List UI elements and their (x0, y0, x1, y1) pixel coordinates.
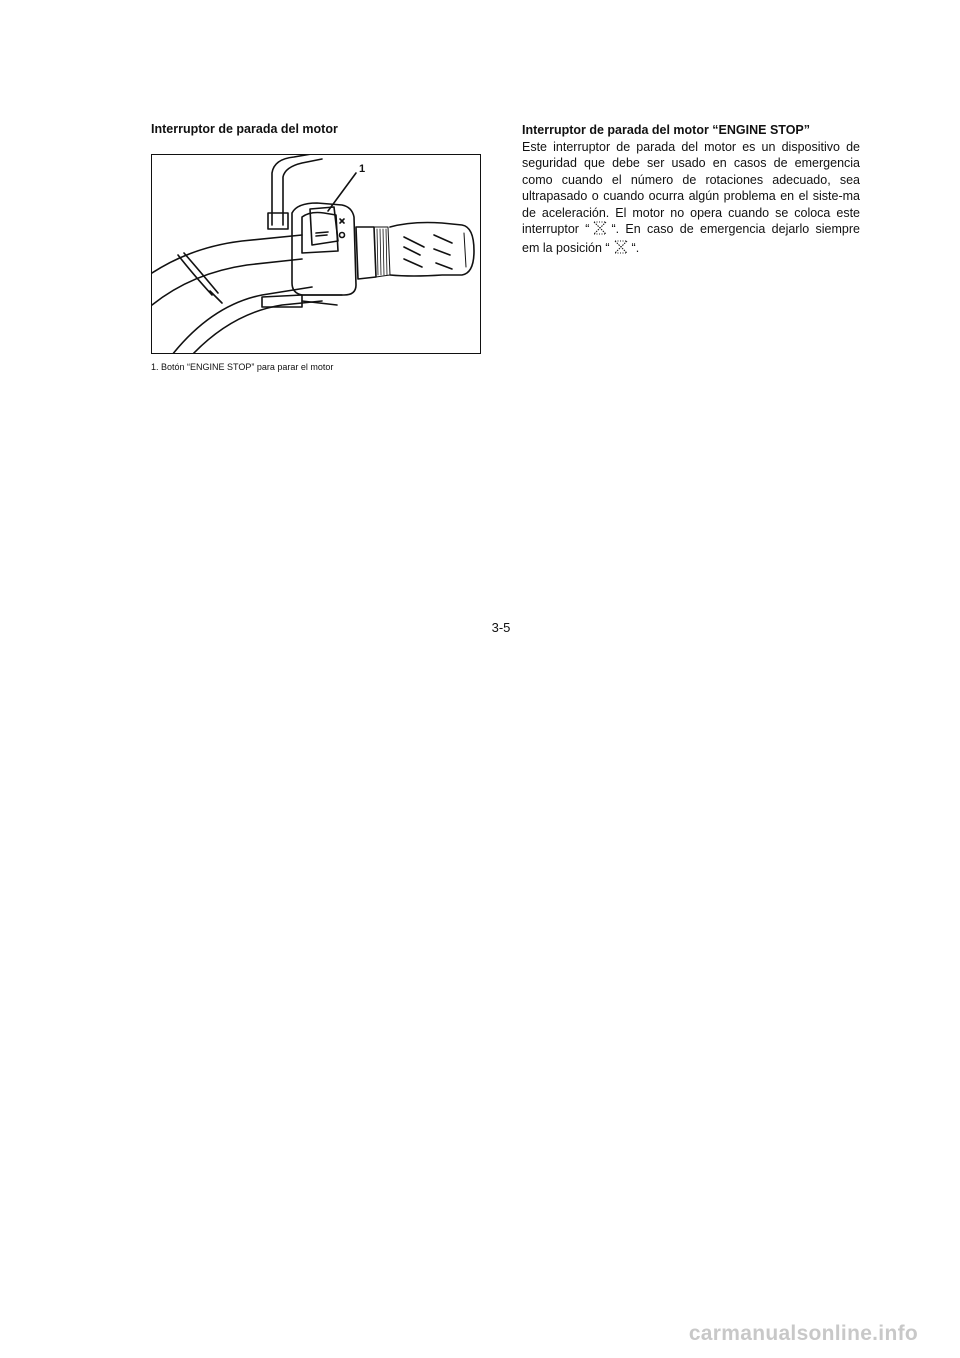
section-heading: Interruptor de parada del motor “ENGINE STOP” (522, 123, 811, 137)
instruction-section (522, 122, 860, 258)
paragraph-text-1: Este interruptor de parada del motor es un dispositivo de seguridad que debe ser usado en casos de emergencia como cuando el número de rotaciones adecuado, sea ultrapasado o cuando ocurra algún problema en el siste-ma de aceleración. El motor no opera cuando se coloca este interruptor “ (522, 139, 860, 236)
figure-heading: Interruptor de parada del motor (151, 122, 338, 136)
watermark: carmanualsonline.info (688, 1322, 918, 1345)
engine-stop-symbol-icon (592, 221, 608, 240)
paragraph-text-3: “. (631, 240, 640, 255)
figure-callout-number: 1 (359, 163, 366, 175)
handlebar-switch-illustration (151, 154, 481, 354)
paragraph-text-2: “. En caso de emergencia dejarlo siempre em la posición “ (522, 222, 860, 255)
figure-caption: 1. Botón “ENGINE STOP” para parar el motor (151, 362, 334, 372)
engine-stop-symbol-icon (613, 240, 629, 259)
section-paragraph (522, 139, 860, 259)
page-number: 3-5 (491, 620, 511, 635)
